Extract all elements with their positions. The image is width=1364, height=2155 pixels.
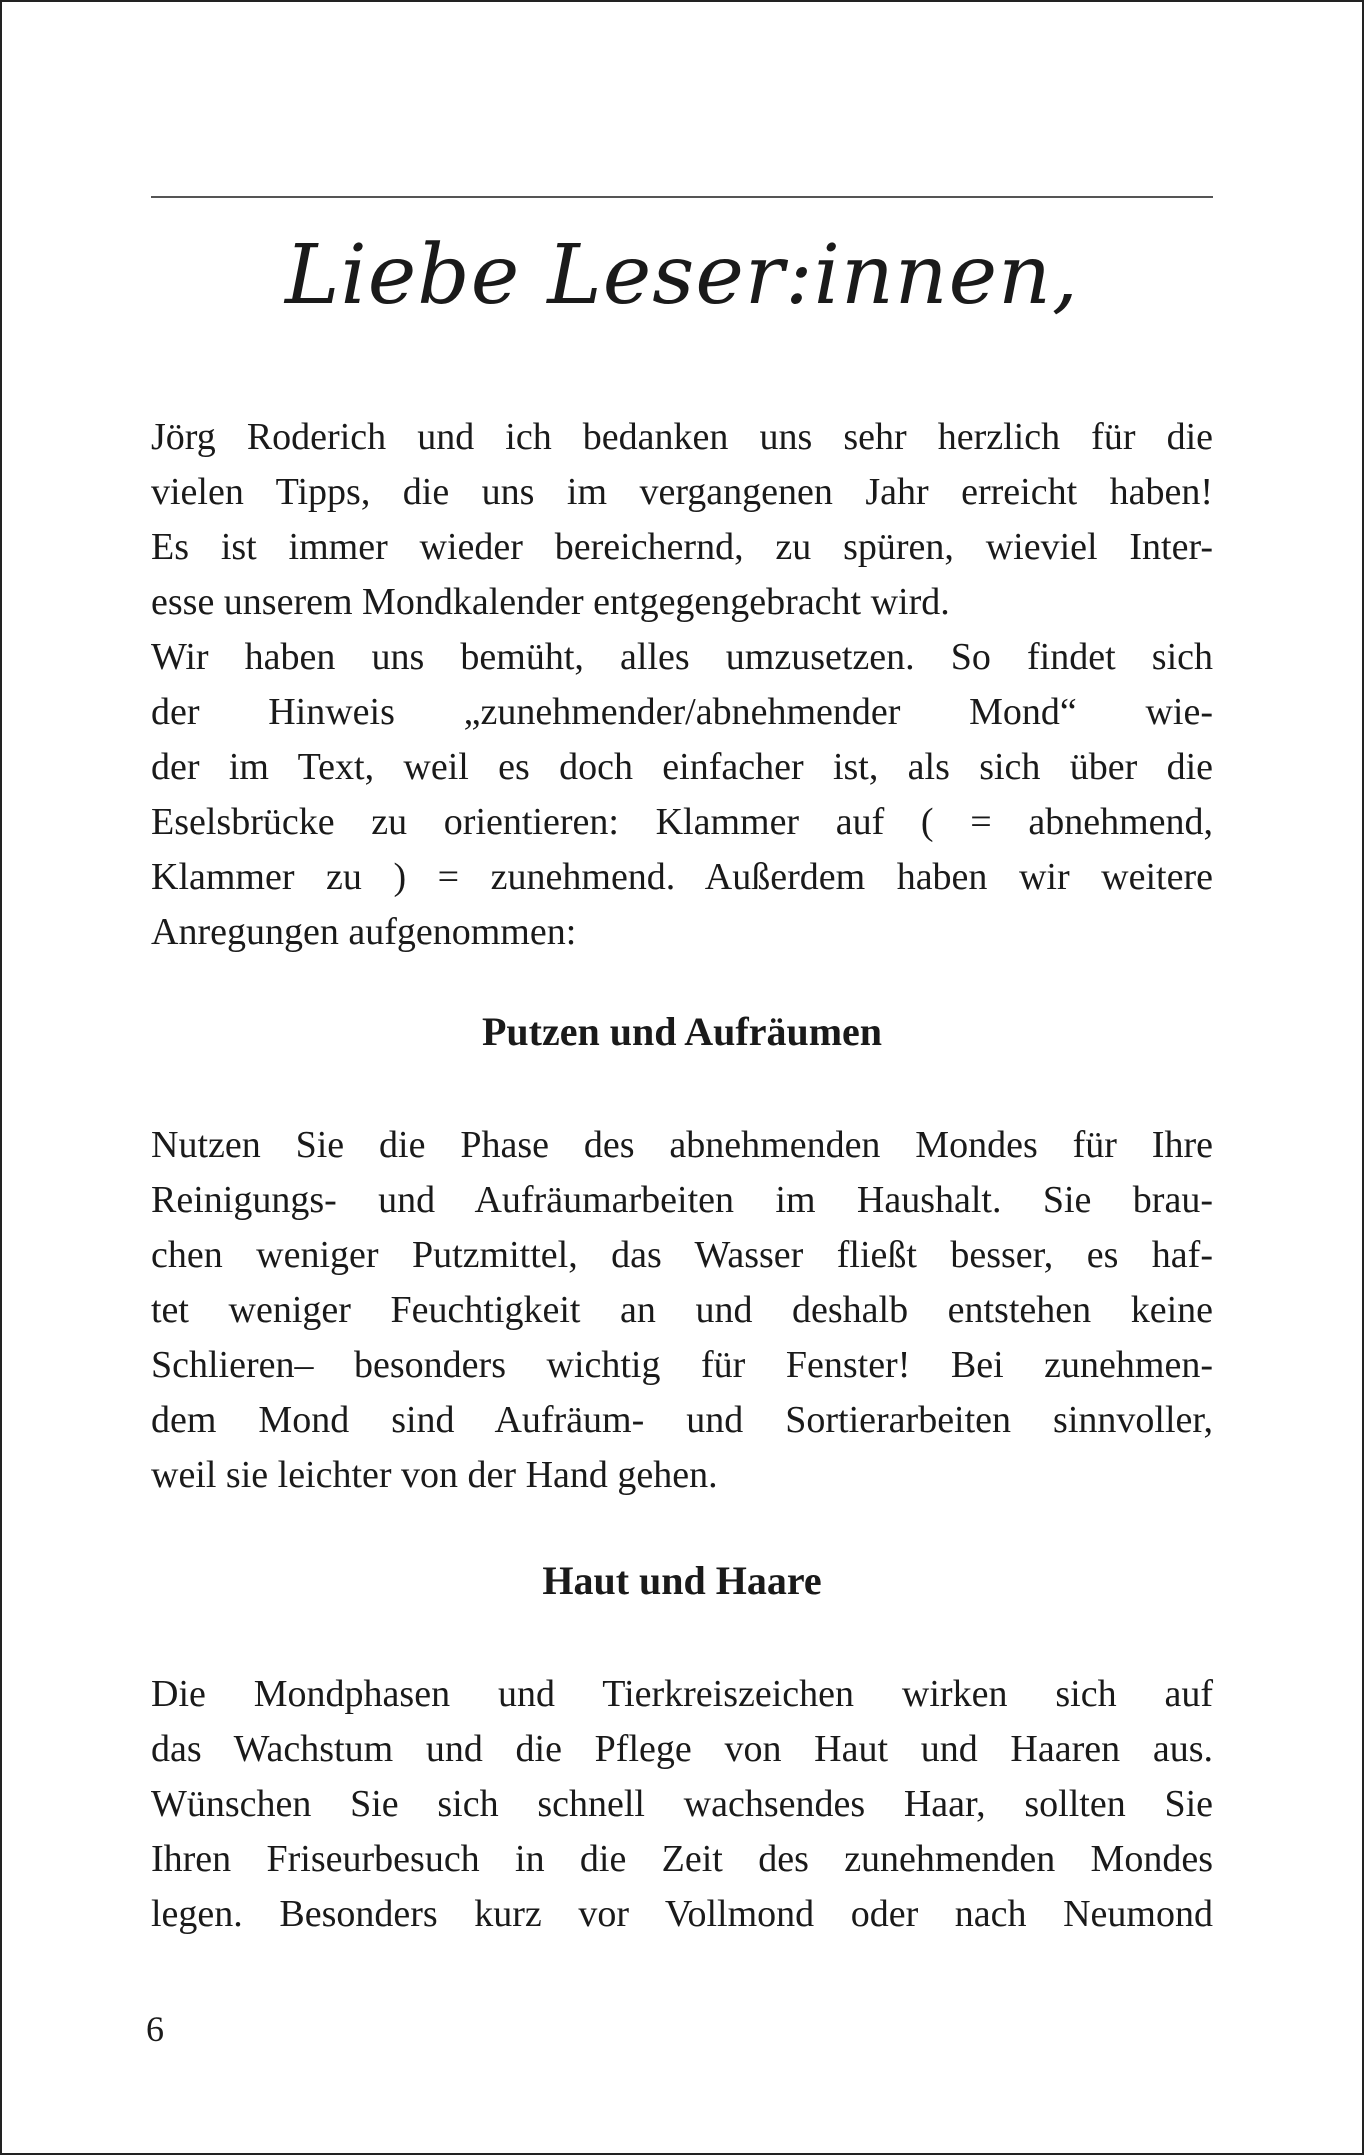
text-line: Anregungen aufgenommen:	[151, 911, 577, 953]
text-line: dem Mond sind Aufräum- und Sortierarbeiten sinnvoller,	[151, 1399, 1213, 1441]
text-line: Reinigungs- und Aufräumarbeiten im Haushalt. Sie brau-	[151, 1179, 1213, 1221]
text-line: Jörg Roderich und ich bedanken uns sehr herzlich für die	[151, 416, 1213, 458]
text-line: weil sie leichter von der Hand gehen.	[151, 1454, 718, 1496]
section-heading-haut: Haut und Haare	[542, 1558, 822, 1603]
text-line: tet weniger Feuchtigkeit an und deshalb entstehen keine	[151, 1289, 1213, 1331]
text-line: Nutzen Sie die Phase des abnehmenden Mondes für Ihre	[151, 1124, 1213, 1166]
text-line: chen weniger Putzmittel, das Wasser fließt besser, es haf-	[151, 1234, 1213, 1276]
text-line: legen. Besonders kurz vor Vollmond oder nach Neumond	[151, 1893, 1213, 1935]
page-number: 6	[146, 2009, 164, 2049]
text-line: das Wachstum und die Pflege von Haut und Haaren aus.	[151, 1728, 1213, 1770]
text-line: Schlieren– besonders wichtig für Fenster! Bei zunehmen-	[151, 1344, 1213, 1386]
text-line: vielen Tipps, die uns im vergangenen Jahr erreicht haben!	[151, 471, 1213, 513]
section-heading-putzen: Putzen und Aufräumen	[481, 1009, 883, 1054]
text-line: esse unserem Mondkalender entgegengebracht wird.	[151, 581, 950, 623]
text-line: Wünschen Sie sich schnell wachsendes Haar, sollten Sie	[151, 1783, 1213, 1825]
text-line: Wir haben uns bemüht, alles umzusetzen. So findet sich	[151, 636, 1213, 678]
text-line: Klammer zu ) = zunehmend. Außerdem haben wir weitere	[151, 856, 1213, 898]
text-line: Es ist immer wieder bereichernd, zu spüren, wieviel Inter-	[151, 526, 1213, 568]
page-title: Liebe Leser:innen,	[285, 228, 1079, 323]
text-line: der im Text, weil es doch einfacher ist, als sich über die	[151, 746, 1213, 788]
text-line: Eselsbrücke zu orientieren: Klammer auf ( = abnehmend,	[151, 801, 1213, 843]
top-rule	[151, 196, 1213, 198]
text-line: Die Mondphasen und Tierkreiszeichen wirken sich auf	[151, 1673, 1213, 1715]
text-line: der Hinweis „zunehmender/abnehmender Mond“ wie-	[151, 691, 1213, 733]
text-line: Ihren Friseurbesuch in die Zeit des zunehmenden Mondes	[151, 1838, 1213, 1880]
